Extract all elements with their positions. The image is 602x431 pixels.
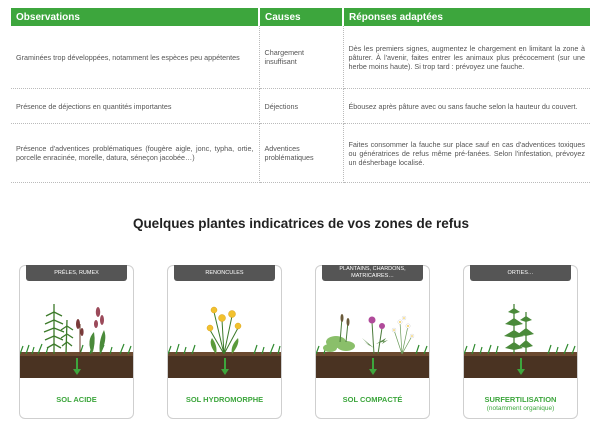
cause-cell: Adventices problématiques — [259, 124, 343, 183]
header-responses: Réponses adaptées — [343, 8, 590, 26]
plant-card-acid-soil — [19, 265, 134, 419]
plant-card-hydromorphic-soil — [167, 265, 282, 419]
plant-card-overfertilization — [463, 265, 578, 419]
response-cell: Faites consommer la fauche sur place sauf en cas d'adventices toxiques ou génératrices de refus même pré-fanées. Selon l'infestation, prévoyez un désherbage localisé. — [343, 124, 590, 183]
response-cell: Ébousez après pâture avec ou sans fauche selon la hauteur du couvert. — [343, 89, 590, 124]
card-result: SOL ACIDE — [56, 395, 97, 404]
observation-cell: Graminées trop développées, notamment les espèces peu appétentes — [11, 26, 259, 89]
plantain-thistle-illustration — [316, 282, 429, 394]
table-row — [11, 26, 590, 89]
horsetail-rumex-illustration — [20, 282, 133, 394]
card-result: SOL COMPACTÉ — [342, 395, 403, 404]
card-result: SOL HYDROMORPHE — [185, 395, 264, 404]
nettle-illustration — [464, 282, 577, 394]
observation-cell: Présence d'adventices problématiques (fougère aigle, jonc, typha, ortie, porcelle enracinée, morelle, datura, séneçon jacobée…) — [11, 124, 259, 183]
plant-card-compacted-soil — [315, 265, 430, 419]
header-causes: Causes — [259, 8, 343, 26]
table-header-row — [11, 8, 590, 26]
card-label: ORTIES… — [470, 265, 571, 281]
card-label: PLANTAINS, CHARDONS, MATRICAIRES… — [322, 265, 423, 281]
header-observations: Observations — [11, 8, 259, 26]
response-cell: Dès les premiers signes, augmentez le chargement en limitant la zone à pâturer. À l'avenir, faites entrer les animaux plus précocement (sur une herbe moins haute). Si trop tard : prévoyez une fauche. — [343, 26, 590, 89]
card-result: SURFERTILISATION — [484, 395, 557, 404]
observation-cell: Présence de déjections en quantités importantes — [11, 89, 259, 124]
cause-cell: Chargement insuffisant — [259, 26, 343, 89]
card-subtitle: (notamment organique) — [486, 405, 555, 412]
card-label: PRÊLES, RUMEX — [26, 265, 127, 281]
table-row — [11, 124, 590, 183]
card-label: RENONCULES — [174, 265, 275, 281]
buttercup-illustration — [168, 282, 281, 394]
table-row — [11, 89, 590, 124]
observations-table — [11, 8, 590, 183]
section-title: Quelques plantes indicatrices de vos zones de refus — [132, 216, 470, 231]
cause-cell: Déjections — [259, 89, 343, 124]
